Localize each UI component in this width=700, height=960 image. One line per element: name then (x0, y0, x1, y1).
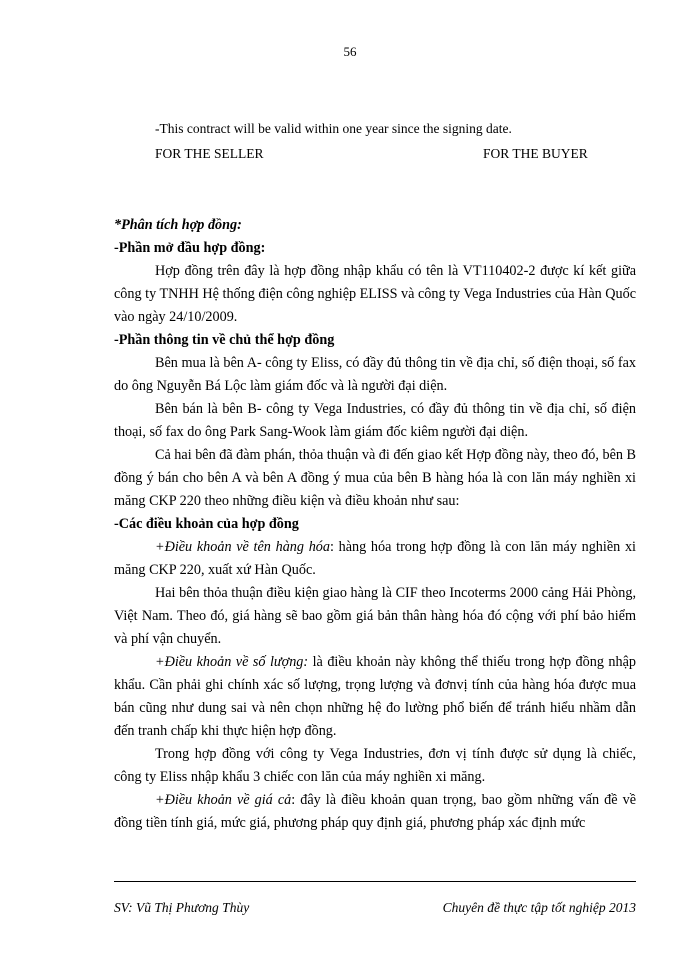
quantity-paragraph (114, 651, 636, 743)
parties-heading: -Phần thông tin về chủ thể hợp đồng (114, 332, 335, 348)
price-text: : đây là điều khoản quan trọng, bao gồm những vấn đề về đồng tiền tính giá, mức giá, phương pháp quy định giá, phương pháp xác định mức (114, 792, 636, 831)
buyer-label: FOR THE BUYER (483, 146, 588, 161)
footer-title: Chuyên đề thực tập tốt nghiệp 2013 (442, 900, 636, 915)
analysis-heading: *Phân tích hợp đồng: (114, 217, 242, 233)
price-paragraph (114, 789, 636, 835)
quantity-text: là điều khoản này không thể thiếu trong hợp đồng nhập khẩu. Cần phải ghi chính xác số lượng, trọng lượng và đơnvị tính của hàng hóa được mua bán cũng như dung sai và nên chọn những hệ đo lường phổ biến để tránh hiểu nhầm dẫn đến tranh chấp khi thực hiện hợp đồng. (114, 654, 636, 739)
seller-paragraph: Bên bán là bên B- công ty Vega Industries, có đầy đủ thông tin về địa chỉ, số điện thoại, số fax do ông Park Sang-Wook làm giám đốc kiêm người đại diện. (114, 401, 636, 440)
contract-validity: -This contract will be valid within one year since the signing date. (155, 121, 512, 136)
quantity-contract-paragraph: Trong hợp đồng với công ty Vega Industries, đơn vị tính được sử dụng là chiếc, công ty Eliss nhập khẩu 3 chiếc con lăn của máy nghiền xi măng. (114, 746, 636, 785)
page-number: 56 (343, 44, 357, 59)
footer-divider (114, 881, 636, 882)
opening-heading: -Phần mở đầu hợp đồng: (114, 240, 266, 256)
delivery-paragraph: Hai bên thỏa thuận điều kiện giao hàng là CIF theo Incoterms 2000 cảng Hải Phòng, Việt Nam. Theo đó, giá hàng sẽ bao gồm giá bản thân hàng hóa đó cộng với phí bảo hiểm và phí vận chuyển. (114, 585, 636, 647)
quantity-label: +Điều khoản về số lượng: (155, 654, 309, 670)
price-label: +Điều khoản về giá cả (155, 792, 292, 808)
analysis-section (114, 214, 636, 835)
footer-student: SV: Vũ Thị Phương Thùy (114, 900, 250, 915)
signature-labels (155, 146, 625, 162)
seller-label: FOR THE SELLER (155, 146, 264, 161)
buyer-paragraph: Bên mua là bên A- công ty Eliss, có đầy đủ thông tin về địa chỉ, số điện thoại, số fax do ông Nguyễn Bá Lộc làm giám đốc và là người đại diện. (114, 355, 636, 394)
goods-name-paragraph (114, 536, 636, 582)
goods-name-text: : hàng hóa trong hợp đồng là con lăn máy nghiền xi măng CKP 220, xuất xứ Hàn Quốc. (114, 539, 636, 578)
agreement-paragraph: Cả hai bên đã đàm phán, thỏa thuận và đi đến giao kết Hợp đồng này, theo đó, bên B đồng ý bán cho bên A và bên A đồng ý mua của bên B hàng hóa là con lăn máy nghiền xi măng CKP 220 theo những điều kiện và điều khoản như sau: (114, 447, 636, 509)
opening-paragraph: Hợp đồng trên đây là hợp đồng nhập khẩu có tên là VT110402-2 được kí kết giữa công ty TNHH Hệ thống điện công nghiệp ELISS và công ty Vega Industries của Hàn Quốc vào ngày 24/10/2009. (114, 263, 636, 325)
terms-heading: -Các điều khoản của hợp đồng (114, 516, 299, 532)
goods-name-label: +Điều khoản về tên hàng hóa (155, 539, 330, 555)
